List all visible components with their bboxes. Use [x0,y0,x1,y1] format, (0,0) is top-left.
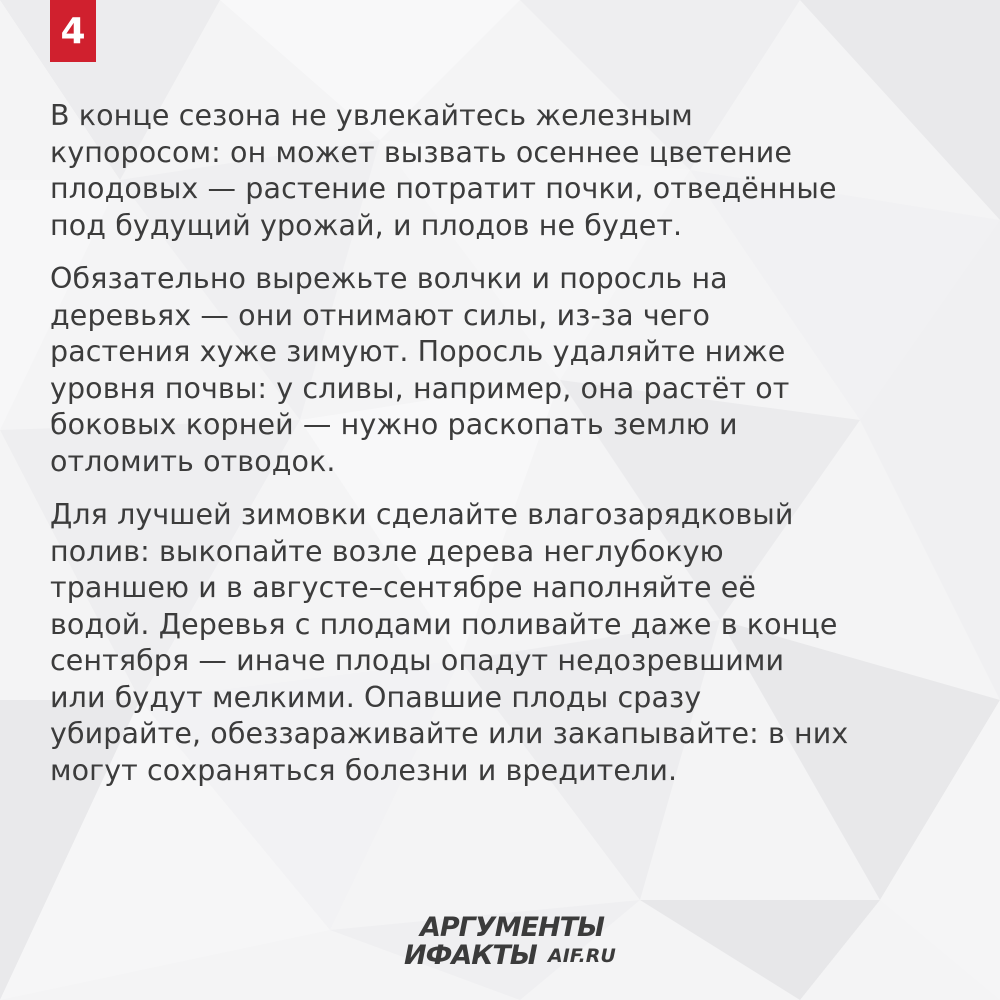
paragraph-3: Для лучшей зимовки сделайте влагозарядковый полив: выкопайте возле дерева неглубокую траншею и в августе–сентябре наполняйте её водой. Деревья с плодами поливайте даже в конце сентября — иначе плоды опадут недозревшими или будут мелкими. Опавшие плоды сразу убирайте, обеззараживайте или закапывайте: в них могут сохраняться болезни и вредители. [50,498,849,787]
article-body [50,98,950,806]
logo-line-1: АРГУМЕНТЫ [420,912,605,943]
logo-domain: AIF.RU [548,945,616,967]
logo-line-2: ИФАКТЫ [404,940,537,971]
aif-logo [402,912,622,974]
paragraph-1: В конце сезона не увлекайтесь железным купоросом: он может вызвать осеннее цветение плодовых — растение потратит почки, отведённые под будущий урожай, и плодов не будет. [50,99,837,242]
page-number-badge: 4 [50,0,96,62]
paragraph-2: Обязательно вырежьте волчки и поросль на деревьях — они отнимают силы, из-за чего растения хуже зимуют. Поросль удаляйте ниже уровня почвы: у сливы, например, она растёт от боковых корней — нужно раскопать землю и отломить отводок. [50,262,790,478]
